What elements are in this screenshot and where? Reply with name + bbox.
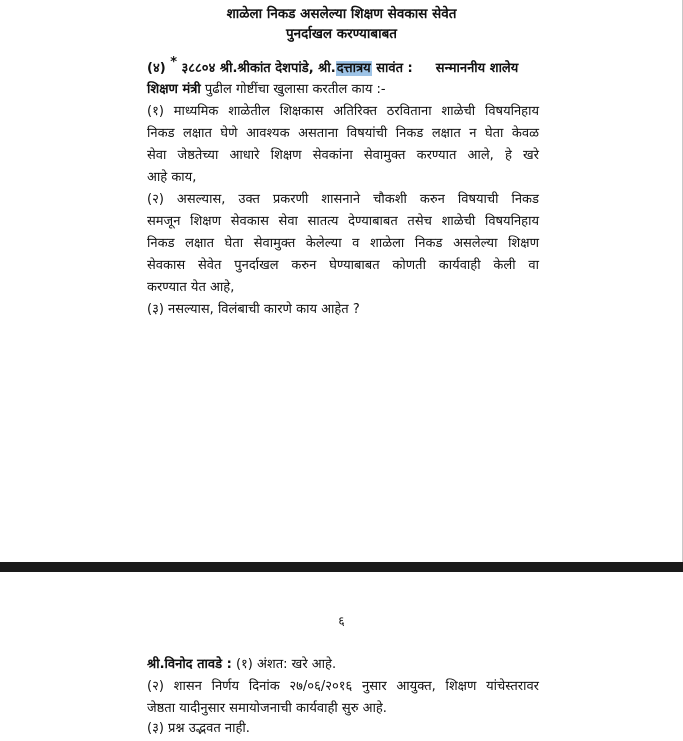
question-part-3 xyxy=(147,299,539,321)
question-line: करण्यात येत आहे, xyxy=(147,280,235,295)
header-tail: सन्माननीय शालेय xyxy=(435,61,519,76)
question-line: निकड लक्षात घेणे आवश्यक असताना विषयांची निकड लक्षात न घेता केवळ xyxy=(147,126,539,141)
answer-part-2 xyxy=(147,676,539,720)
question-part-2 xyxy=(147,189,539,299)
highlighted-text[interactable]: दत्तात्रय xyxy=(336,61,371,76)
answer-part-1 xyxy=(147,654,539,676)
question-line: सेवकास सेवेत पुनर्दाखल करुन घेण्याबाबत कोणती कार्यवाही केली वा xyxy=(147,258,539,273)
asker-2-prefix: श्री. xyxy=(318,61,336,76)
answer-line: (३) प्रश्न उद्भवत नाही. xyxy=(147,721,250,736)
question-line: समजून शिक्षण सेवकास सेवा सातत्य देण्याबाबत तसेच शाळेची विषयनिहाय xyxy=(147,214,539,229)
question-part-1 xyxy=(147,101,539,189)
question-line: सेवा जेष्ठतेच्या आधारे शिक्षण सेवकांना सेवामुक्त करण्यात आले, हे खरे xyxy=(147,148,539,163)
question-id: ३८८०४ xyxy=(181,61,216,76)
question-line: आहे काय, xyxy=(147,170,197,185)
question-number: (४) xyxy=(147,61,166,76)
question-intro xyxy=(147,79,539,101)
question-header xyxy=(147,55,539,79)
document-title-line-1: शाळेला निकड असलेल्या शिक्षण सेवकास सेवेत xyxy=(226,6,457,22)
asker-2-rest: सावंत : xyxy=(376,61,413,76)
asker-1: श्री.श्रीकांत देशपांडे, xyxy=(219,61,314,76)
page-number: ६ xyxy=(338,614,345,628)
document-title-line-2: पुनर्दाखल करण्याबाबत xyxy=(286,26,397,42)
answer-line: (२) शासन निर्णय दिनांक २७/०६/२०१६ नुसार आयुक्त, शिक्षण यांचेस्तरावर xyxy=(147,679,539,694)
question-line: (१) माध्यमिक शाळेतील शिक्षकास अतिरिक्त ठरविताना शाळेची विषयनिहाय xyxy=(147,104,539,119)
intro-text: पुढील गोष्टींचा खुलासा करतील काय :- xyxy=(204,82,386,97)
question-line: निकड लक्षात घेता सेवामुक्त केलेल्या व शाळेला निकड असलेल्या शिक्षण xyxy=(147,236,539,251)
question-line: (३) नसल्यास, विलंबाची कारणे काय आहेत ? xyxy=(147,302,360,317)
question-line: (२) असल्यास, उक्त प्रकरणी शासनाने चौकशी करुन विषयाची निकड xyxy=(147,192,539,207)
page-separator xyxy=(0,562,683,572)
starred-marker: * xyxy=(170,55,177,70)
answer-text: (१) अंशत: खरे आहे. xyxy=(235,657,337,672)
answer-part-3 xyxy=(147,718,539,740)
answer-line: जेष्ठता यादीनुसार समायोजनाची कार्यवाही सुरु आहे. xyxy=(147,701,387,716)
addressee: शिक्षण मंत्री xyxy=(147,82,201,97)
minister-name: श्री.विनोद तावडे : xyxy=(147,657,232,672)
